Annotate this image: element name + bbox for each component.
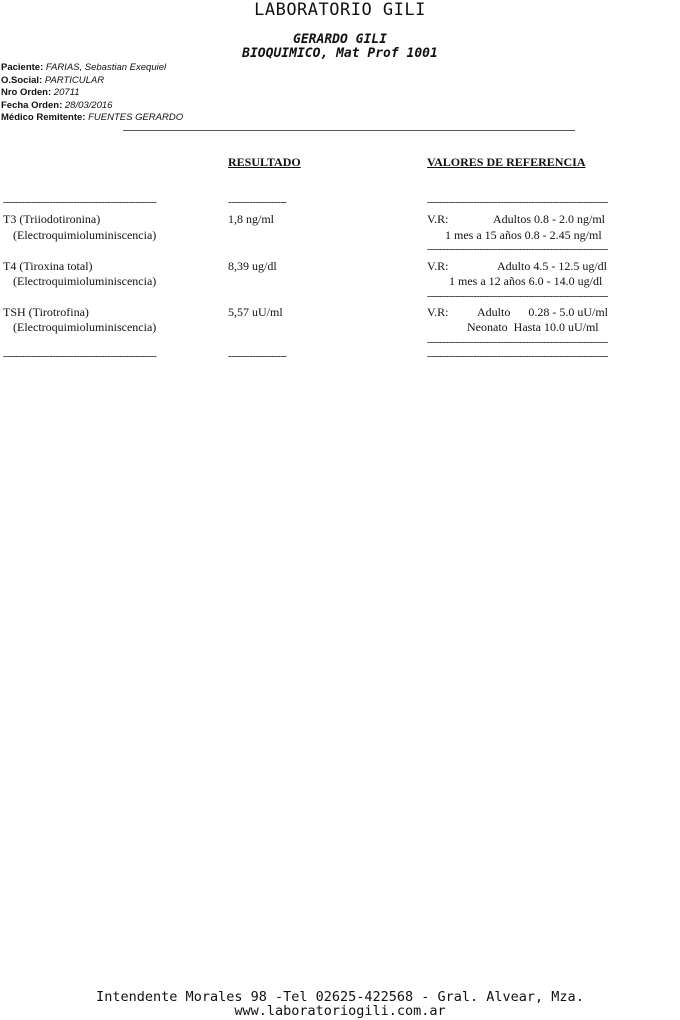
- order-number-label: Nro Orden:: [1, 87, 52, 98]
- footer-website[interactable]: www.laboratoriogili.com.ar: [234, 1003, 446, 1019]
- obra-social-row: [1, 75, 104, 87]
- dash-rule-mid: -------------------: [228, 350, 287, 362]
- header-divider: [123, 130, 575, 131]
- reference-line-1: Adulto 0.28 - 5.0 uU/ml: [477, 305, 608, 319]
- dash-rule-right: -----------------------------------------------------------: [427, 336, 608, 348]
- test-name: TSH (Tirotrofina): [3, 305, 89, 319]
- reference-line-2: 1 mes a 12 años 6.0 - 14.0 ug/dl: [449, 274, 603, 288]
- referring-doctor-row: [1, 112, 183, 124]
- dash-rule-right: -----------------------------------------------------------: [427, 350, 608, 362]
- dash-rule-mid: -------------------: [228, 196, 287, 208]
- reference-label: V.R:: [427, 212, 449, 226]
- lab-name: LABORATORIO GILI: [254, 0, 426, 20]
- test-result: 5,57 uU/ml: [228, 305, 283, 319]
- reference-label: V.R:: [427, 305, 449, 319]
- obra-social-value: PARTICULAR: [44, 75, 105, 86]
- order-number-value: 20711: [53, 87, 80, 98]
- doctor-name: GERARDO GILI: [293, 32, 387, 47]
- footer-address: Intendente Morales 98 -Tel 02625-422568 - Gral. Alvear, Mza.: [96, 989, 584, 1005]
- order-number-row: [1, 87, 80, 99]
- test-name: T3 (Triiodotironina): [3, 212, 101, 226]
- doctor-title: BIOQUIMICO, Mat Prof 1001: [242, 46, 438, 61]
- result-column-header: RESULTADO: [228, 155, 301, 169]
- reference-label: V.R:: [427, 259, 449, 273]
- test-result: 1,8 ng/ml: [228, 212, 275, 226]
- dash-rule-left: --------------------------------------------------: [3, 196, 157, 208]
- test-result: 8,39 ug/dl: [228, 259, 277, 273]
- dash-rule-right: -----------------------------------------------------------: [427, 196, 608, 208]
- referring-doctor-label: Médico Remitente:: [1, 112, 86, 123]
- reference-line-1: Adulto 4.5 - 12.5 ug/dl: [497, 259, 607, 273]
- order-date-label: Fecha Orden:: [1, 100, 63, 111]
- order-date-value: 28/03/2016: [64, 100, 113, 111]
- dash-rule-left: --------------------------------------------------: [3, 350, 157, 362]
- reference-column-header: VALORES DE REFERENCIA: [427, 155, 586, 169]
- dash-rule-right: -----------------------------------------------------------: [427, 243, 608, 255]
- patient-name-label: Paciente:: [1, 62, 44, 73]
- obra-social-label: O.Social:: [1, 75, 43, 86]
- reference-line-2: Neonato Hasta 10.0 uU/ml: [467, 320, 599, 334]
- reference-line-2: 1 mes a 15 años 0.8 - 2.45 ng/ml: [445, 228, 602, 242]
- test-method: (Electroquimioluminiscencia): [13, 228, 157, 242]
- order-date-row: [1, 100, 112, 112]
- referring-doctor-value: FUENTES GERARDO: [88, 112, 184, 123]
- reference-line-1: Adultos 0.8 - 2.0 ng/ml: [493, 212, 606, 226]
- dash-rule-right: -----------------------------------------------------------: [427, 290, 608, 302]
- patient-name-row: [1, 62, 166, 74]
- patient-name-value: FARIAS, Sebastian Exequiel: [45, 62, 167, 73]
- test-method: (Electroquimioluminiscencia): [13, 320, 157, 334]
- test-method: (Electroquimioluminiscencia): [13, 274, 157, 288]
- test-name: T4 (Tiroxina total): [3, 259, 93, 273]
